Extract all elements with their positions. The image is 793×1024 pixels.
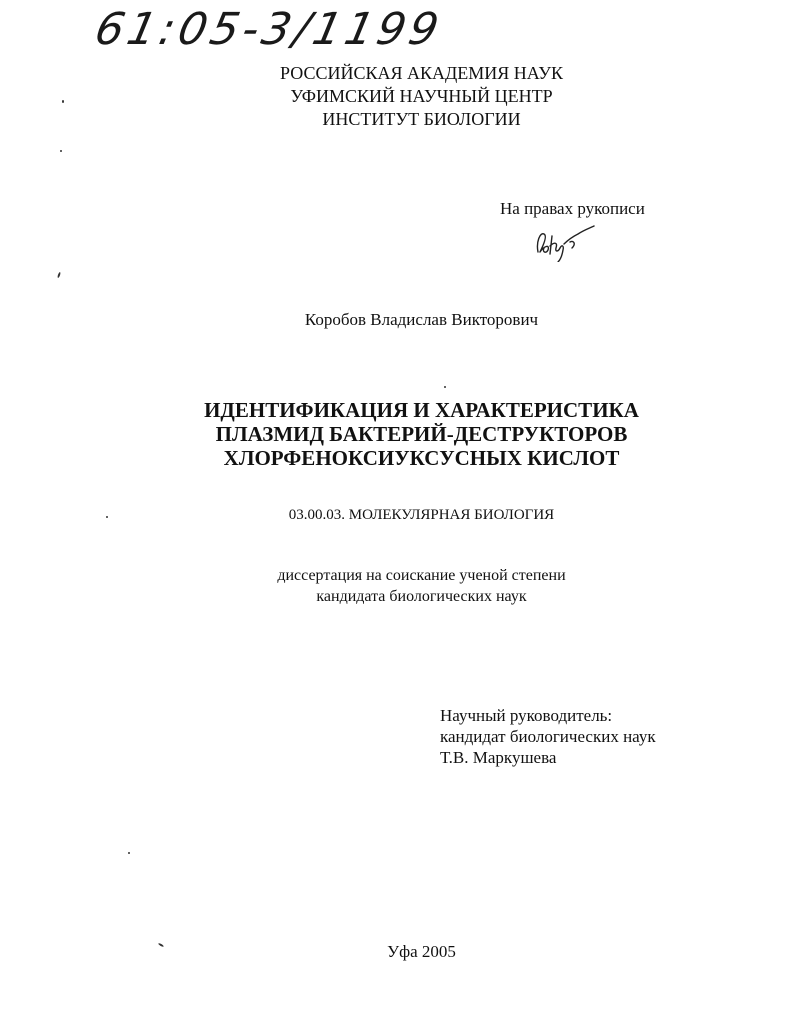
title-line: ИДЕНТИФИКАЦИЯ И ХАРАКТЕРИСТИКА	[204, 398, 639, 422]
scan-speck	[444, 386, 446, 388]
handwritten-archive-code: 61:05-3/1199	[90, 4, 447, 55]
advisor-degree: кандидат биологических наук	[440, 727, 656, 746]
degree-line: диссертация на соискание ученой степени	[277, 567, 566, 584]
scan-speck	[60, 150, 62, 152]
place-and-year: Уфа 2005	[387, 942, 456, 961]
author-signature	[530, 222, 600, 262]
dissertation-title	[0, 398, 793, 470]
organization-line: ИНСТИТУТ БИОЛОГИИ	[322, 109, 521, 129]
degree-line: кандидата биологических наук	[316, 588, 527, 605]
organization-line: РОССИЙСКАЯ АКАДЕМИЯ НАУК	[280, 63, 563, 83]
title-line: ХЛОРФЕНОКСИУКСУСНЫХ КИСЛОТ	[223, 446, 620, 470]
manuscript-rights-note: На правах рукописи	[500, 199, 645, 218]
scan-speck	[62, 100, 64, 103]
scan-speck	[128, 852, 130, 854]
organization-header	[0, 62, 793, 131]
advisor-role: Научный руководитель:	[440, 706, 613, 725]
degree-statement	[0, 565, 793, 607]
scan-speck	[57, 272, 61, 278]
advisor-name: Т.В. Маркушева	[440, 748, 557, 767]
title-line: ПЛАЗМИД БАКТЕРИЙ-ДЕСТРУКТОРОВ	[215, 422, 628, 446]
scientific-advisor	[440, 705, 656, 768]
author-name: Коробов Владислав Викторович	[304, 310, 539, 329]
specialty-code: 03.00.03. МОЛЕКУЛЯРНАЯ БИОЛОГИЯ	[288, 507, 555, 523]
organization-line: УФИМСКИЙ НАУЧНЫЙ ЦЕНТР	[290, 86, 553, 106]
scan-speck	[106, 516, 108, 518]
